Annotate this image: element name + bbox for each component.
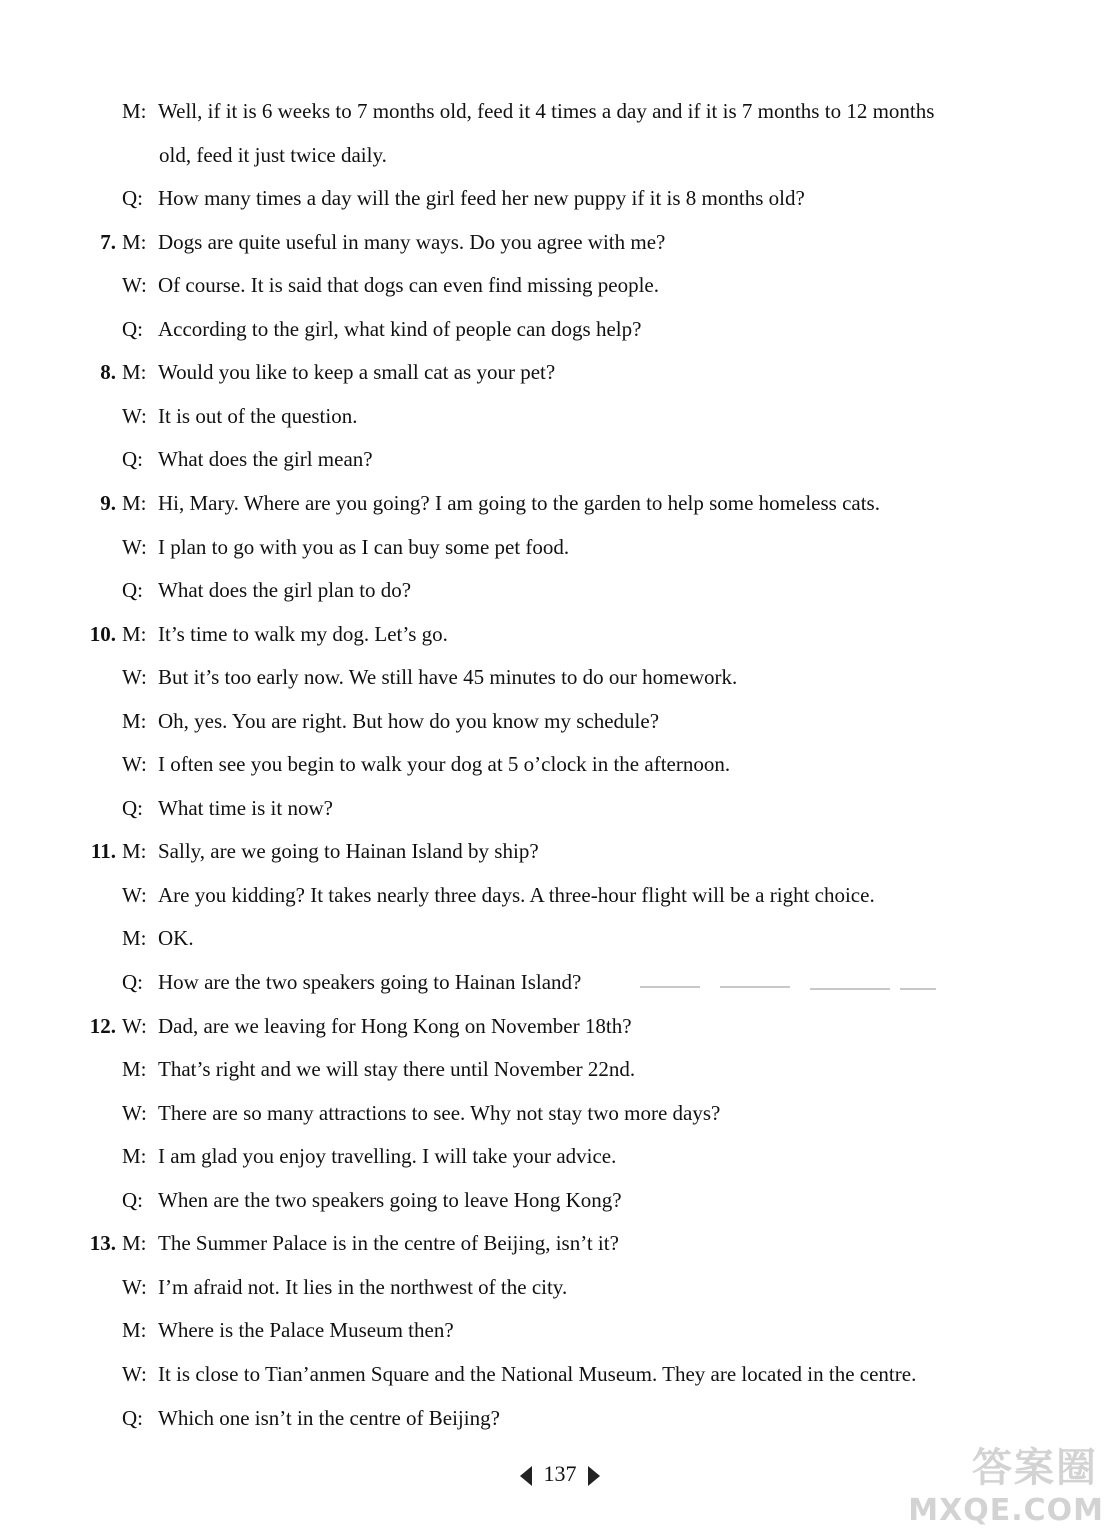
dialogue-line: [122, 1274, 567, 1300]
question-number: 13.: [89, 1231, 116, 1255]
speaker-label: Q:: [122, 317, 143, 341]
speaker-label: W:: [122, 752, 147, 776]
dialogue-line: [100, 490, 880, 516]
watermark-logo: [908, 1432, 1110, 1528]
dialogue-line: [122, 577, 411, 603]
dialogue-line: [122, 1143, 616, 1169]
watermark-bottom-text: MXQE.COM: [908, 1493, 1104, 1528]
dialogue-line: [122, 98, 934, 124]
dialogue-line: [122, 316, 641, 342]
dialogue-line: [100, 229, 666, 255]
dialogue-line: [122, 1361, 916, 1387]
speaker-label: W:: [122, 273, 147, 297]
speaker-label: W:: [122, 1101, 147, 1125]
dialogue-line: [90, 838, 539, 864]
dialogue-line: [122, 708, 659, 734]
dialogue-text: Dogs are quite useful in many ways. Do you agree with me?: [158, 230, 666, 254]
page-number: 137: [543, 1461, 577, 1486]
dialogue-text: The Summer Palace is in the centre of Beijing, isn’t it?: [158, 1231, 619, 1255]
dialogue-text: But it’s too early now. We still have 45 minutes to do our homework.: [158, 665, 738, 689]
dialogue-text: I often see you begin to walk your dog at 5 o’clock in the afternoon.: [158, 752, 731, 776]
dialogue-text: How many times a day will the girl feed her new puppy if it is 8 months old?: [158, 186, 805, 210]
speaker-label: Q:: [122, 796, 143, 820]
dialogue-line: [122, 1317, 454, 1343]
dialogue-line: [122, 882, 875, 908]
speaker-label: M:: [122, 491, 147, 515]
scan-artifact: [810, 988, 890, 990]
dialogue-text: What does the girl plan to do?: [158, 578, 412, 602]
question-number: 12.: [89, 1014, 116, 1038]
speaker-label: Q:: [122, 970, 143, 994]
dialogue-text: Which one isn’t in the centre of Beijing?: [158, 1406, 500, 1430]
scan-artifact: [640, 986, 700, 988]
speaker-label: Q:: [122, 1406, 143, 1430]
dialogue-text: I am glad you enjoy travelling. I will take your advice.: [158, 1144, 617, 1168]
question-number: 11.: [90, 839, 116, 863]
dialogue-text: I plan to go with you as I can buy some pet food.: [158, 535, 570, 559]
dialogue-line: [122, 272, 659, 298]
speaker-label: M:: [122, 99, 147, 123]
dialogue-line: [122, 185, 805, 211]
speaker-label: M:: [122, 1318, 147, 1342]
dialogue-text: Of course. It is said that dogs can even find missing people.: [158, 273, 659, 297]
dialogue-line: [122, 664, 737, 690]
dialogue-line: [122, 446, 373, 472]
dialogue-line: [89, 1013, 632, 1039]
dialogue-text: It’s time to walk my dog. Let’s go.: [158, 622, 448, 646]
speaker-label: Q:: [122, 578, 143, 602]
question-number: 7.: [100, 230, 116, 254]
dialogue-text: old, feed it just twice daily.: [159, 143, 387, 167]
dialogue-line: [159, 142, 387, 168]
speaker-label: Q:: [122, 1188, 143, 1212]
speaker-label: M:: [122, 360, 147, 384]
dialogue-line: [122, 751, 730, 777]
dialogue-text: There are so many attractions to see. Why not stay two more days?: [158, 1101, 721, 1125]
speaker-label: W:: [122, 404, 147, 428]
speaker-label: M:: [122, 709, 147, 733]
speaker-label: W:: [122, 665, 147, 689]
dialogue-text: It is out of the question.: [158, 404, 358, 428]
question-number: 10.: [89, 622, 116, 646]
speaker-label: M:: [122, 839, 147, 863]
question-number: 9.: [100, 491, 116, 515]
dialogue-line: [122, 1056, 635, 1082]
dialogue-line: [122, 1100, 720, 1126]
dialogue-line: [122, 1187, 622, 1213]
dialogue-line: [122, 925, 194, 951]
dialogue-text: Oh, yes. You are right. But how do you know my schedule?: [158, 709, 660, 733]
speaker-label: M:: [122, 1057, 147, 1081]
dialogue-line: [122, 1405, 500, 1431]
dialogue-text: Are you kidding? It takes nearly three days. A three-hour flight will be a right choice.: [158, 883, 875, 907]
dialogue-text: Would you like to keep a small cat as your pet?: [158, 360, 556, 384]
dialogue-text: Dad, are we leaving for Hong Kong on November 18th?: [158, 1014, 632, 1038]
dialogue-text: What time is it now?: [158, 796, 333, 820]
dialogue-line: [100, 359, 556, 385]
dialogue-text: Sally, are we going to Hainan Island by ship?: [158, 839, 539, 863]
speaker-label: W:: [122, 1275, 147, 1299]
dialogue-text: According to the girl, what kind of people can dogs help?: [158, 317, 642, 341]
watermark-top-text: 答案圈: [972, 1445, 1098, 1491]
speaker-label: W:: [122, 1014, 147, 1038]
scan-artifact: [720, 986, 790, 988]
right-triangle-icon: [588, 1466, 600, 1486]
dialogue-line: [122, 403, 357, 429]
dialogue-line: [122, 969, 581, 995]
question-number: 8.: [100, 360, 116, 384]
dialogue-line: [89, 1230, 619, 1256]
speaker-label: M:: [122, 1231, 147, 1255]
scan-artifact: [900, 988, 936, 990]
speaker-label: M:: [122, 926, 147, 950]
dialogue-text: Well, if it is 6 weeks to 7 months old, feed it 4 times a day and if it is 7 months to 12 months: [158, 99, 935, 123]
speaker-label: M:: [122, 622, 147, 646]
speaker-label: W:: [122, 883, 147, 907]
dialogue-line: [122, 795, 333, 821]
dialogue-text: When are the two speakers going to leave Hong Kong?: [158, 1188, 622, 1212]
dialogue-text: I’m afraid not. It lies in the northwest of the city.: [158, 1275, 568, 1299]
dialogue-text: Where is the Palace Museum then?: [158, 1318, 454, 1342]
dialogue-text: What does the girl mean?: [158, 447, 373, 471]
speaker-label: Q:: [122, 447, 143, 471]
left-triangle-icon: [520, 1466, 532, 1486]
dialogue-text: Hi, Mary. Where are you going? I am going to the garden to help some homeless cats.: [158, 491, 880, 515]
dialogue-text: That’s right and we will stay there until November 22nd.: [158, 1057, 636, 1081]
dialogue-text: OK.: [158, 926, 194, 950]
speaker-label: M:: [122, 1144, 147, 1168]
dialogue-text: How are the two speakers going to Hainan Island?: [158, 970, 582, 994]
dialogue-line: [89, 621, 448, 647]
speaker-label: Q:: [122, 186, 143, 210]
speaker-label: M:: [122, 230, 147, 254]
dialogue-line: [122, 534, 569, 560]
speaker-label: W:: [122, 1362, 147, 1386]
dialogue-text: It is close to Tian’anmen Square and the National Museum. They are located in the centre.: [158, 1362, 917, 1386]
speaker-label: W:: [122, 535, 147, 559]
